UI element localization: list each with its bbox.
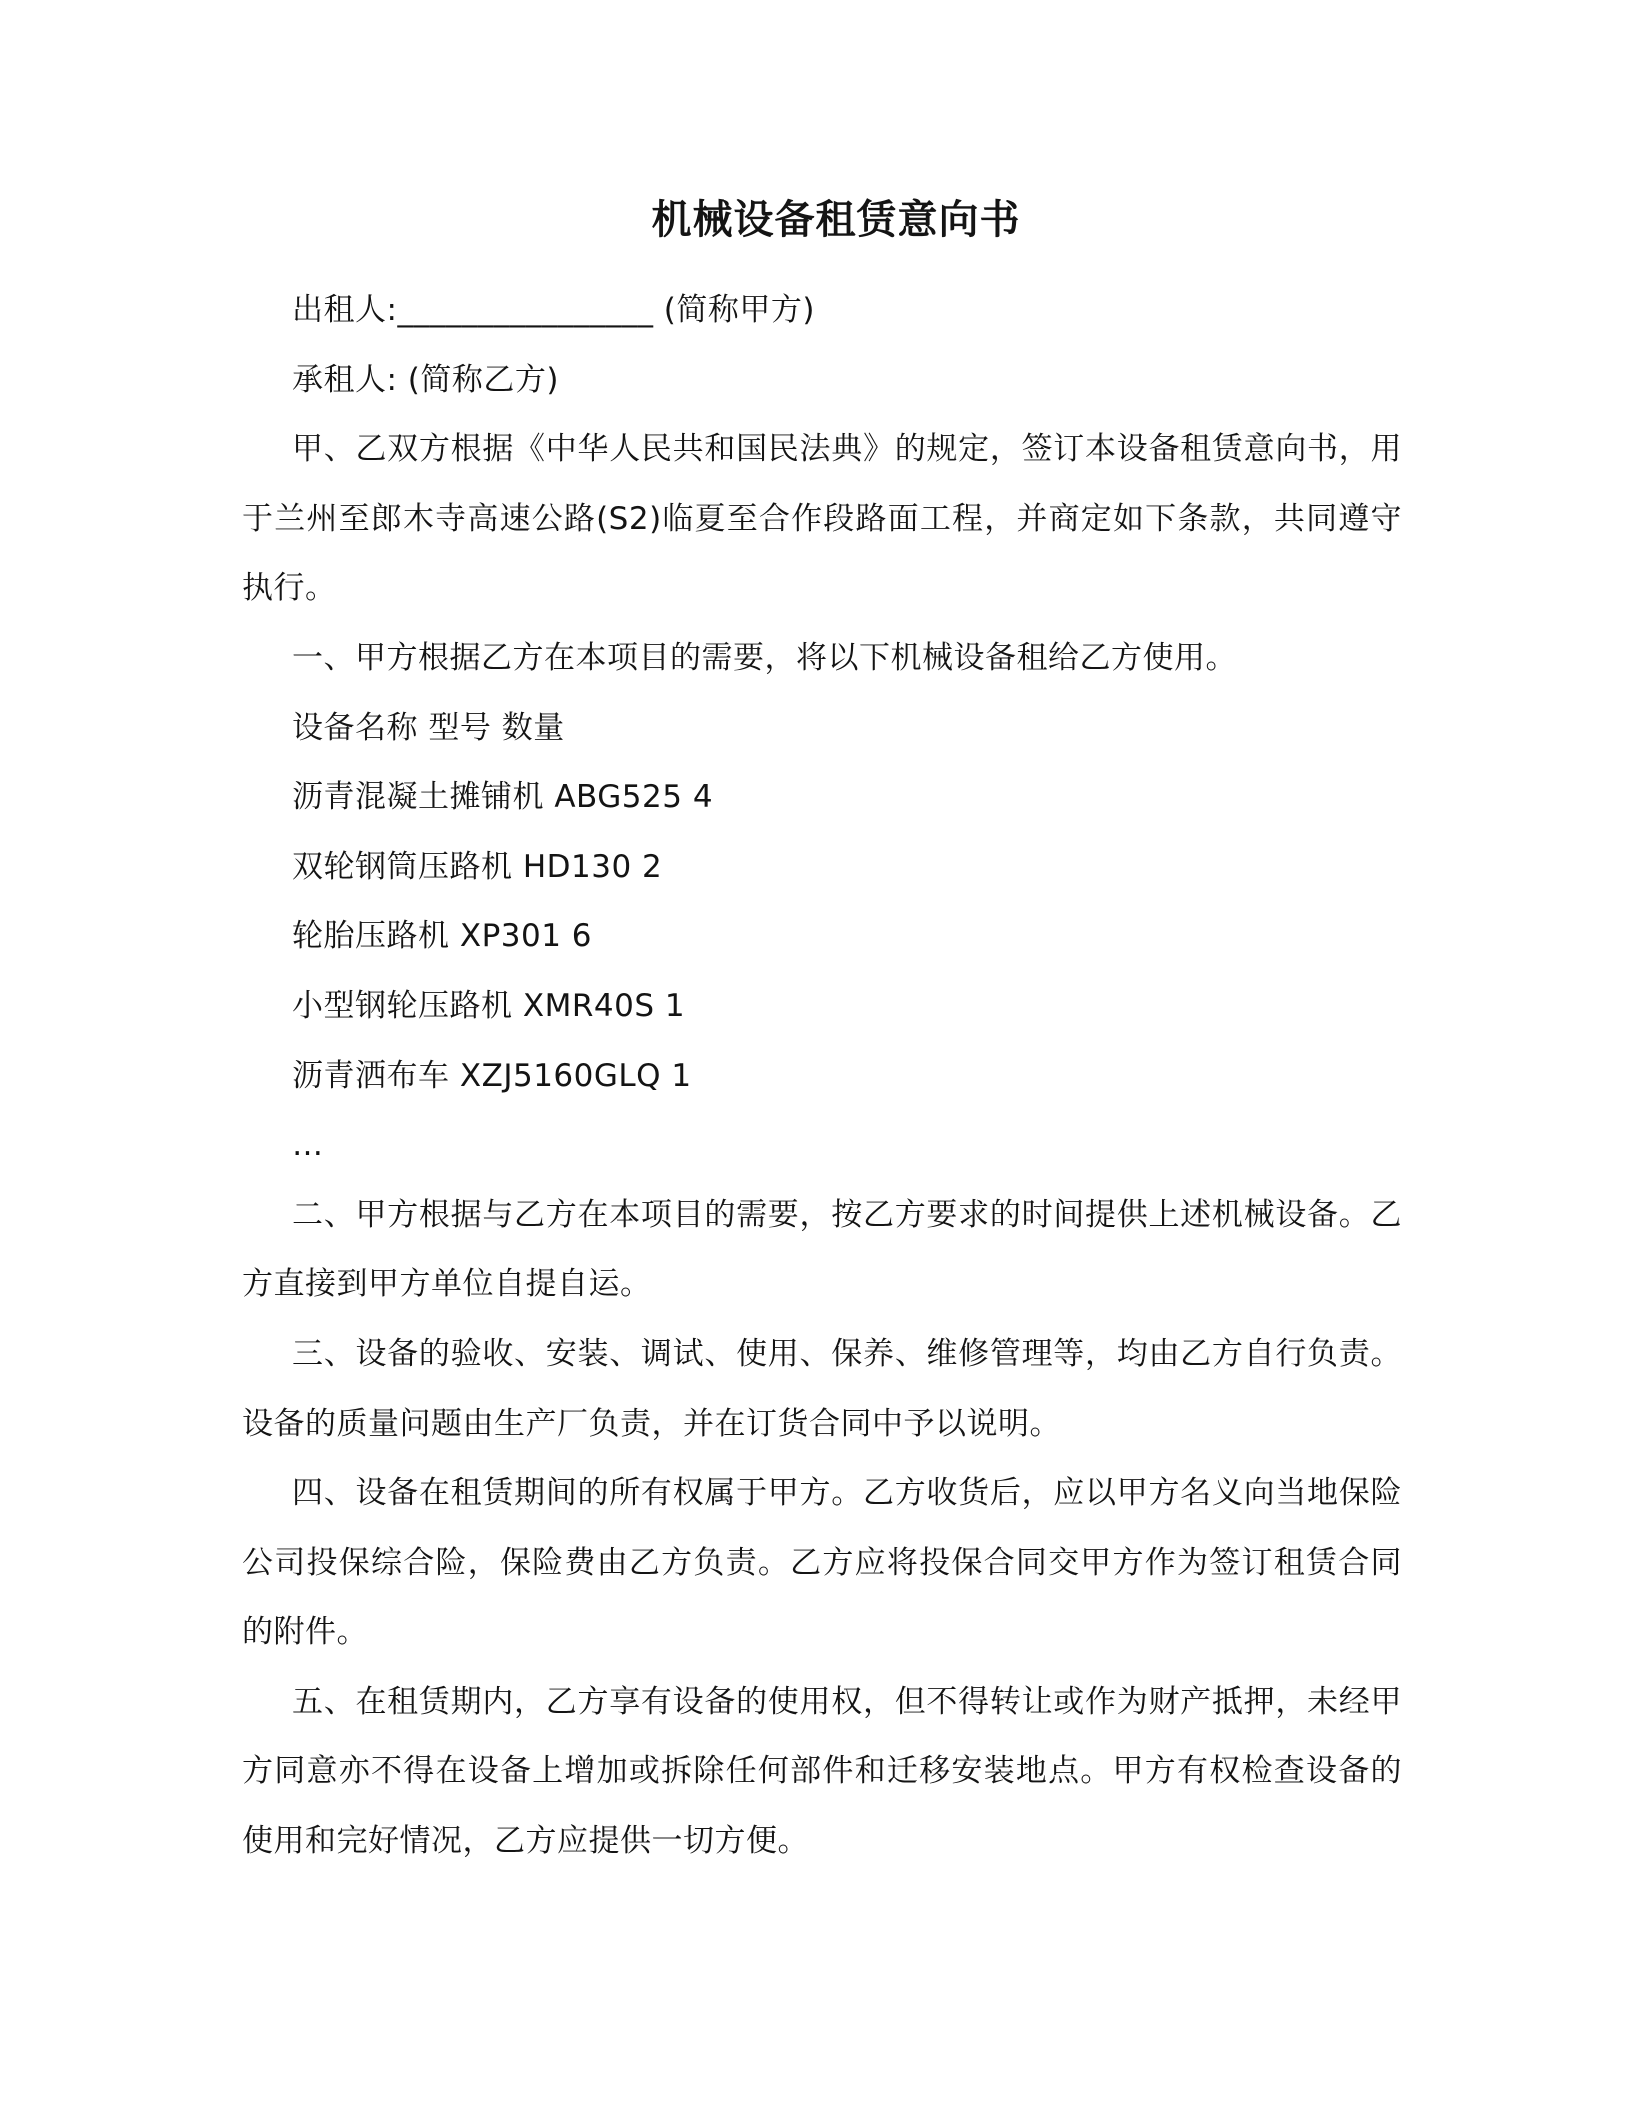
document-body [242,276,1402,1877]
equipment-item: 小型钢轮压路机 XMR40S 1 [292,987,686,1024]
equipment-header: 设备名称 型号 数量 [292,709,565,746]
clause-1: 一、甲方根据乙方在本项目的需要，将以下机械设备租给乙方使用。 [292,639,1237,676]
intro-paragraph: 甲、乙双方根据《中华人民共和国民法典》的规定，签订本设备租赁意向书，用于兰州至郎木寺高速公路(S2)临夏至合作段路面工程，并商定如下条款，共同遵守执行。 [242,431,1402,607]
clause-3: 三、设备的验收、安装、调试、使用、保养、维修管理等，均由乙方自行负责。设备的质量问题由生产厂负责，并在订货合同中予以说明。 [242,1335,1402,1442]
equipment-item: 轮胎压路机 XP301 6 [292,918,593,955]
equipment-ellipsis: … [292,1127,324,1164]
equipment-item: 双轮钢筒压路机 HD130 2 [292,848,663,885]
lessee-line: 承租人: (简称乙方) [292,361,559,398]
clause-2: 二、甲方根据与乙方在本项目的需要，按乙方要求的时间提供上述机械设备。乙方直接到甲方单位自提自运。 [242,1196,1402,1303]
clause-5: 五、在租赁期内，乙方享有设备的使用权，但不得转让或作为财产抵押，未经甲方同意亦不得在设备上增加或拆除任何部件和迁移安装地点。甲方有权检查设备的使用和完好情况，乙方应提供一切方便。 [242,1683,1402,1860]
equipment-item: 沥青洒布车 XZJ5160GLQ 1 [292,1057,692,1094]
document-title: 机械设备租赁意向书 [651,197,1021,243]
equipment-item: 沥青混凝土摊铺机 ABG525 4 [292,779,714,816]
lessor-line: 出租人:________________ (简称甲方) [292,292,815,328]
clause-4: 四、设备在租赁期间的所有权属于甲方。乙方收货后，应以甲方名义向当地保险公司投保综合险，保险费由乙方负责。乙方应将投保合同交甲方作为签订租赁合同的附件。 [242,1475,1402,1651]
